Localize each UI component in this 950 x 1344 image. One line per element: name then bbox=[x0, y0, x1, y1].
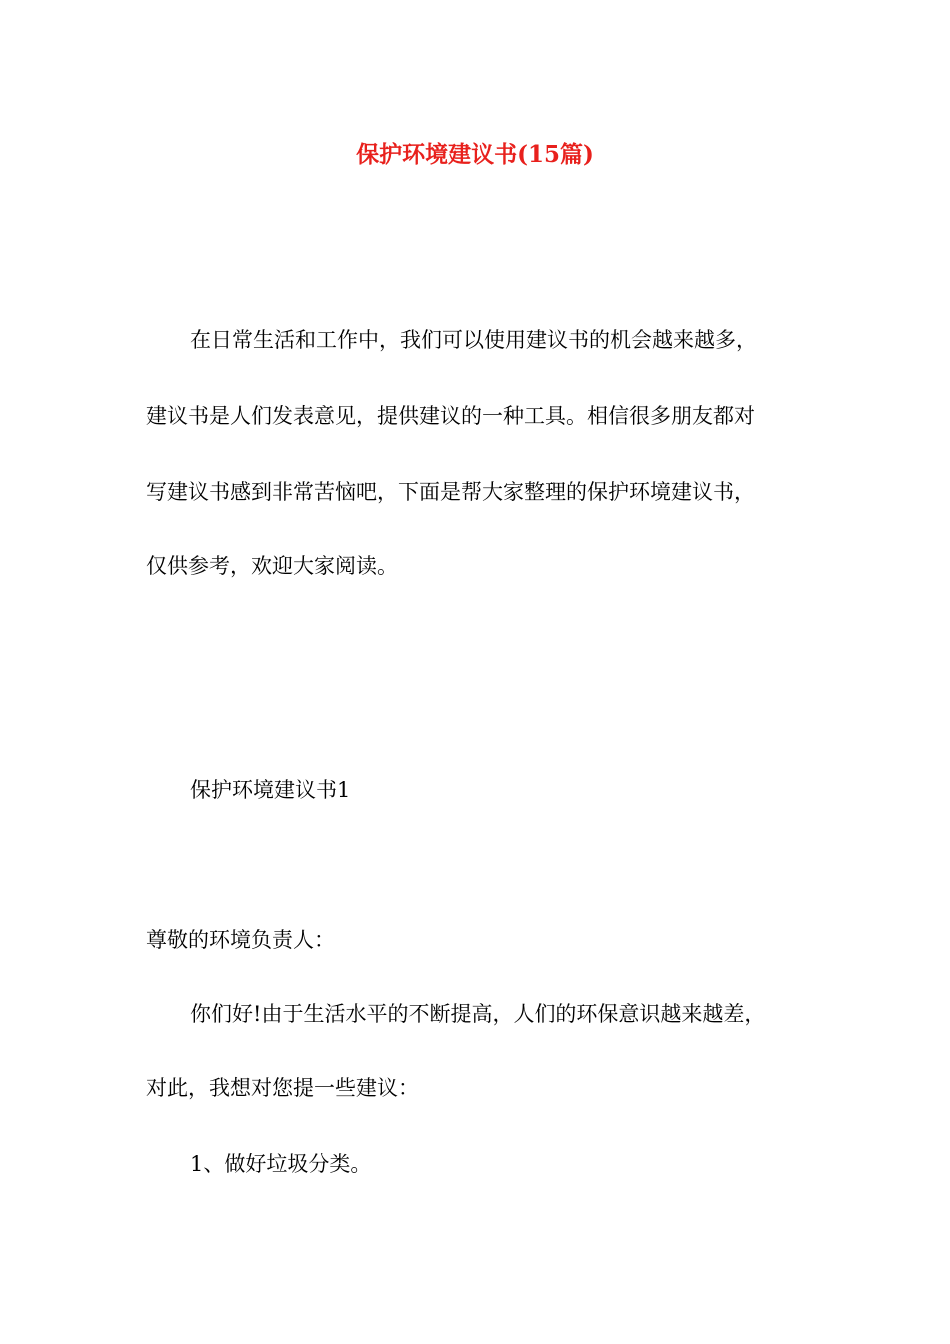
body-line-2: 对此，我想对您提一些建议： bbox=[146, 1076, 419, 1100]
section-heading: 保护环境建议书1 bbox=[190, 778, 351, 802]
intro-line-3: 写建议书感到非常苦恼吧，下面是帮大家整理的保护环境建议书， bbox=[146, 480, 755, 504]
body-line-1: 你们好!由于生活水平的不断提高，人们的环保意识越来越差， bbox=[190, 1002, 766, 1026]
intro-line-4: 仅供参考，欢迎大家阅读。 bbox=[146, 554, 398, 578]
salutation: 尊敬的环境负责人： bbox=[146, 928, 335, 952]
document-title: 保护环境建议书(15篇) bbox=[356, 141, 594, 168]
list-item: 1、做好垃圾分类。 bbox=[190, 1152, 372, 1176]
intro-line-1: 在日常生活和工作中，我们可以使用建议书的机会越来越多， bbox=[190, 328, 757, 352]
intro-line-2: 建议书是人们发表意见，提供建议的一种工具。相信很多朋友都对 bbox=[146, 404, 755, 428]
